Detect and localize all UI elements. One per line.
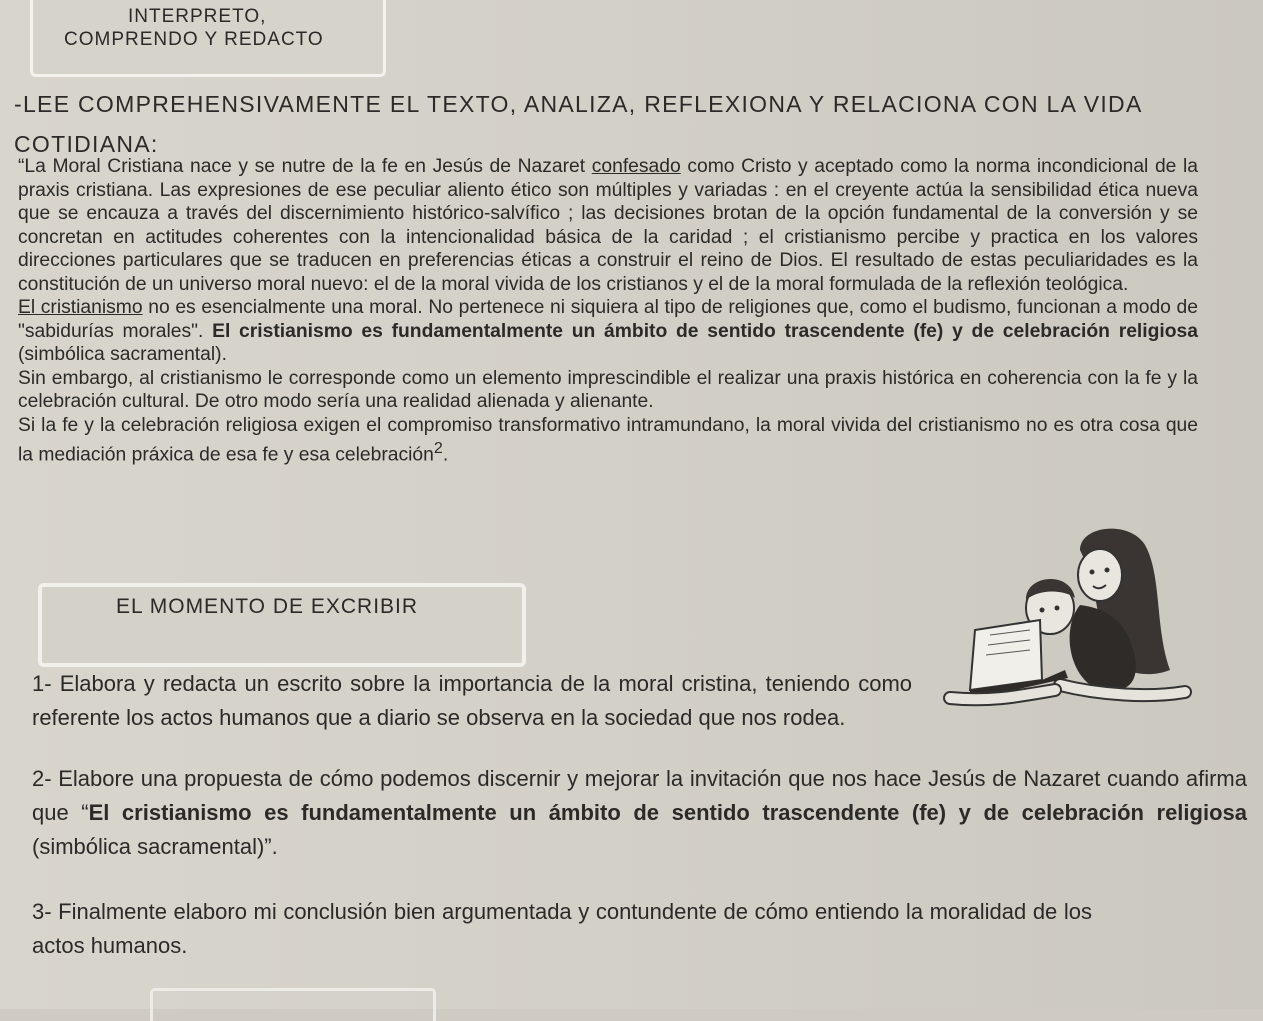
header-line-2: COMPRENDO Y REDACTO — [64, 29, 324, 50]
underlined-phrase: El cristianismo — [18, 297, 143, 318]
children-reading-book-icon — [930, 520, 1200, 720]
task-text: 2- Elabore una propuesta de cómo podemos discernir y mejorar la invitación que nos hace Jesús de Nazaret cuando afirma que “ — [32, 766, 1247, 825]
passage-paragraph-3: Sin embargo, al cristianismo le corresponde como un elemento imprescindible el realizar una praxis histórica en coherencia con la fe y la celebración cultural. De otro modo sería una realidad alienada y alienante. — [18, 367, 1198, 412]
bold-quote: El cristianismo es fundamentalmente un ámbito de sentido trascendente (fe) y de celebración religiosa — [88, 800, 1247, 825]
passage-text: (simbólica sacramental). — [18, 344, 227, 365]
footnote-marker: 2 — [433, 439, 443, 457]
task-2 — [32, 762, 1247, 864]
passage-paragraph-2 — [18, 296, 1198, 367]
task-text: (simbólica sacramental)”. — [32, 834, 278, 859]
bold-statement: El cristianismo es fundamentalmente un ámbito de sentido trascendente (fe) y de celebración religiosa — [212, 320, 1199, 342]
section-title: EL MOMENTO DE EXCRIBIR — [116, 595, 419, 618]
header-line-1: INTERPRETO, — [128, 6, 267, 27]
reading-passage — [18, 155, 1198, 467]
passage-paragraph-4 — [18, 414, 1198, 467]
passage-text: . — [442, 444, 449, 466]
task-1: 1- Elabora y redacta un escrito sobre la importancia de la moral cristina, teniendo como referente los actos humanos que a diario se observa en la sociedad que nos rodea. — [32, 671, 912, 730]
passage-text: Si la fe y la celebración religiosa exigen el compromiso transformativo intramundano, la moral vivida del cristianismo no es otra cosa que la mediación práxica de esa fe y esa celebración — [18, 414, 1198, 466]
task-3: 3- Finalmente elaboro mi conclusión bien argumentada y contundente de cómo entiendo la moralidad de los actos humanos. — [32, 899, 1092, 958]
reading-instruction: -LEE COMPREHENSIVAMENTE EL TEXTO, ANALIZA, REFLEXIONA Y RELACIONA CON LA VIDA COTIDIANA: — [14, 91, 1142, 157]
passage-text: “La Moral Cristiana nace y se nutre de la fe en Jesús de Nazaret — [18, 156, 592, 177]
passage-text: no es esencialmente una moral. No pertenece ni siquiera al tipo de religiones que, como el budismo, funcionan a modo de "sabidurías morales". — [18, 297, 1198, 342]
bottom-frame-edge — [150, 988, 436, 1021]
passage-paragraph-1 — [18, 155, 1198, 296]
passage-text: como Cristo y aceptado como la norma incondicional de la praxis cristiana. Las expresiones de ese peculiar aliento ético son múltiples y variadas : en el creyente actúa la sensibilidad ética nueva que se encauza a través del discernimiento histórico-salvífico ; las decisiones brotan de la opción fundamental de la conversión y se concretan en actitudes coherentes con la intencionalidad básica de la caridad ; el cristianismo percibe y practica en los valores direcciones particulares que se traducen en preferencias éticas a construir el reino de Dios. El resultado de estas peculiaridades es la constitución de un universo moral nuevo: el de la moral vivida de los cristianos y el de la moral formulada de la reflexión teológica. — [18, 156, 1198, 295]
underlined-word: confesado — [591, 156, 681, 177]
